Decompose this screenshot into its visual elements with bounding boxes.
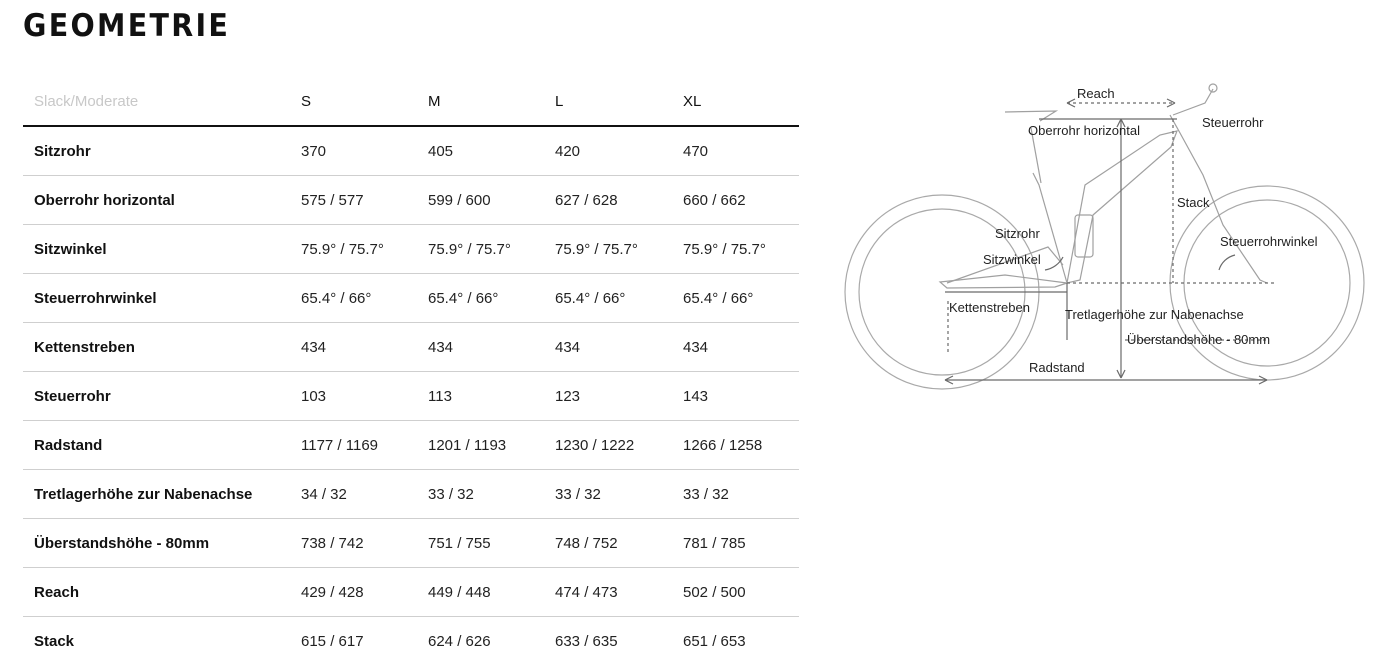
table-cell: 434: [672, 323, 799, 372]
table-row: [23, 519, 799, 568]
sitzwinkel-label: Sitzwinkel: [983, 252, 1041, 267]
table-row: [23, 176, 799, 225]
table-cell: 751 / 755: [417, 519, 544, 568]
table-cell: 624 / 626: [417, 617, 544, 665]
table-cell: 65.4° / 66°: [290, 274, 417, 323]
table-cell: 65.4° / 66°: [672, 274, 799, 323]
table-cell: 33 / 32: [544, 470, 672, 519]
geometry-table-body: [23, 126, 799, 665]
oberrohr-label: Oberrohr horizontal: [1028, 123, 1140, 138]
table-cell: 449 / 448: [417, 568, 544, 617]
table-row: [23, 372, 799, 421]
table-cell: 143: [672, 372, 799, 421]
table-cell: 65.4° / 66°: [544, 274, 672, 323]
row-label: Steuerrohrwinkel: [23, 274, 290, 323]
reach-label: Reach: [1077, 86, 1115, 101]
table-cell: 75.9° / 75.7°: [417, 225, 544, 274]
size-header-s: S: [290, 77, 417, 126]
row-label: Steuerrohr: [23, 372, 290, 421]
row-label: Sitzwinkel: [23, 225, 290, 274]
stack-label: Stack: [1177, 195, 1210, 210]
table-row: [23, 470, 799, 519]
tretlager-label: Tretlagerhöhe zur Nabenachse: [1065, 307, 1244, 322]
table-cell: 502 / 500: [672, 568, 799, 617]
table-cell: 633 / 635: [544, 617, 672, 665]
table-cell: 434: [544, 323, 672, 372]
table-cell: 33 / 32: [417, 470, 544, 519]
table-cell: 615 / 617: [290, 617, 417, 665]
table-cell: 429 / 428: [290, 568, 417, 617]
table-cell: 405: [417, 126, 544, 176]
table-cell: 575 / 577: [290, 176, 417, 225]
table-cell: 474 / 473: [544, 568, 672, 617]
table-cell: 75.9° / 75.7°: [672, 225, 799, 274]
table-header-row: [23, 77, 799, 126]
table-cell: 627 / 628: [544, 176, 672, 225]
table-cell: 738 / 742: [290, 519, 417, 568]
sitzrohr-label: Sitzrohr: [995, 226, 1040, 241]
row-label: Oberrohr horizontal: [23, 176, 290, 225]
row-label: Radstand: [23, 421, 290, 470]
row-label: Reach: [23, 568, 290, 617]
bike-geometry-diagram: [835, 75, 1380, 395]
table-row: [23, 617, 799, 665]
table-cell: 1201 / 1193: [417, 421, 544, 470]
row-label: Sitzrohr: [23, 126, 290, 176]
ueberstand-label: Überstandshöhe - 80mm: [1127, 332, 1270, 347]
table-cell: 1230 / 1222: [544, 421, 672, 470]
variant-header: Slack/Moderate: [23, 77, 290, 126]
table-row: [23, 225, 799, 274]
table-cell: 434: [290, 323, 417, 372]
table-row: [23, 126, 799, 176]
table-cell: 113: [417, 372, 544, 421]
table-cell: 660 / 662: [672, 176, 799, 225]
table-cell: 781 / 785: [672, 519, 799, 568]
table-cell: 34 / 32: [290, 470, 417, 519]
row-label: Überstandshöhe - 80mm: [23, 519, 290, 568]
size-header-xl: XL: [672, 77, 799, 126]
table-cell: 75.9° / 75.7°: [290, 225, 417, 274]
row-label: Kettenstreben: [23, 323, 290, 372]
row-label: Tretlagerhöhe zur Nabenachse: [23, 470, 290, 519]
table-cell: 434: [417, 323, 544, 372]
size-header-l: L: [544, 77, 672, 126]
steuerrohr-label: Steuerrohr: [1202, 115, 1264, 130]
table-cell: 75.9° / 75.7°: [544, 225, 672, 274]
table-cell: 370: [290, 126, 417, 176]
table-cell: 420: [544, 126, 672, 176]
row-label: Stack: [23, 617, 290, 665]
size-header-m: M: [417, 77, 544, 126]
table-row: [23, 274, 799, 323]
table-cell: 33 / 32: [672, 470, 799, 519]
table-cell: 651 / 653: [672, 617, 799, 665]
table-cell: 65.4° / 66°: [417, 274, 544, 323]
table-row: [23, 568, 799, 617]
table-cell: 103: [290, 372, 417, 421]
table-cell: 1266 / 1258: [672, 421, 799, 470]
geometry-table: [23, 77, 799, 665]
steuerrohrwinkel-label: Steuerrohrwinkel: [1220, 234, 1318, 249]
table-row: [23, 421, 799, 470]
table-cell: 1177 / 1169: [290, 421, 417, 470]
page-title: GEOMETRIE: [23, 8, 230, 44]
table-cell: 748 / 752: [544, 519, 672, 568]
table-cell: 470: [672, 126, 799, 176]
table-cell: 599 / 600: [417, 176, 544, 225]
kettenstreben-label: Kettenstreben: [949, 300, 1030, 315]
table-row: [23, 323, 799, 372]
table-cell: 123: [544, 372, 672, 421]
radstand-label: Radstand: [1029, 360, 1085, 375]
